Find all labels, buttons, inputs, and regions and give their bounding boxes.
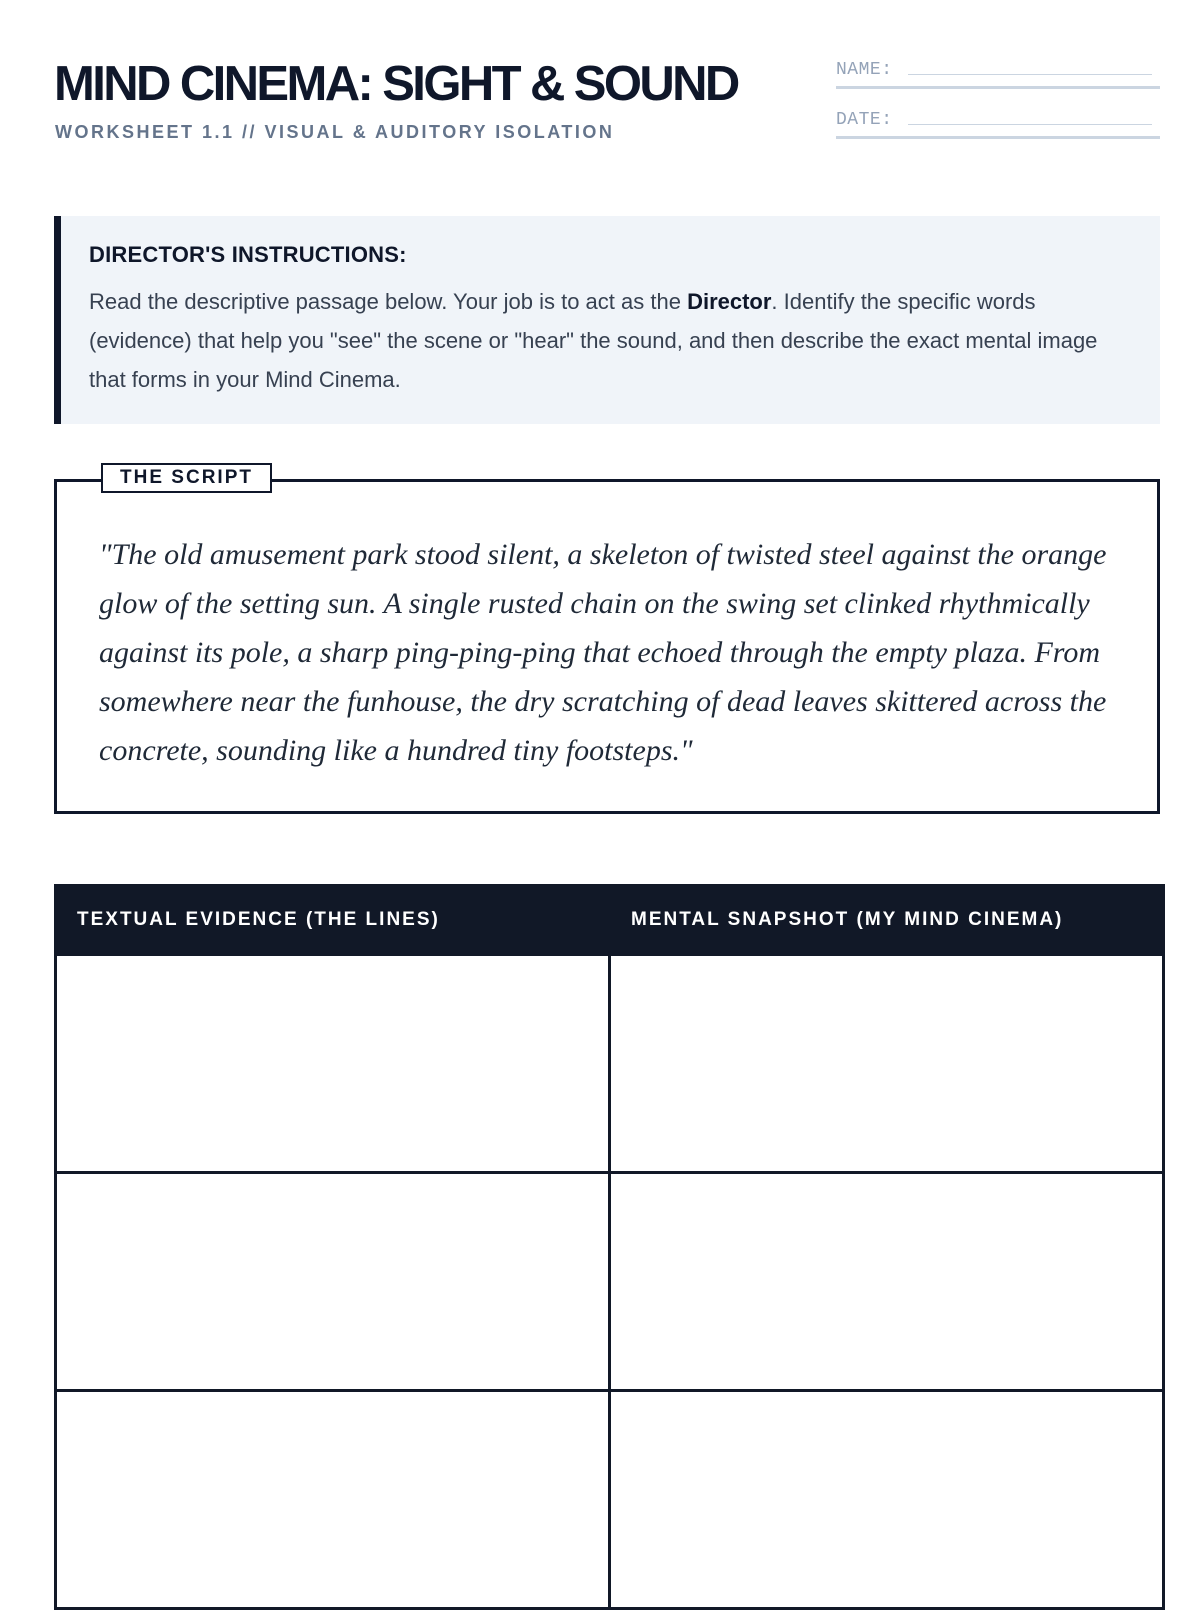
evidence-table bbox=[54, 884, 1165, 1610]
script-passage: "The old amusement park stood silent, a skeleton of twisted steel against the orange glow of the setting sun. A single rusted chain on the swing set clinked rhythmically against its pole, a sharp ping-ping-ping that echoed through the empty plaza. From somewhere near the funhouse, the dry scratching of dead leaves skittered across the concrete, sounding like a hundred tiny footsteps." bbox=[99, 538, 1107, 767]
instructions-bold-word: Director bbox=[687, 289, 772, 314]
script-box bbox=[54, 467, 1160, 814]
instructions-heading: DIRECTOR'S INSTRUCTIONS: bbox=[89, 242, 407, 267]
table-row bbox=[56, 955, 1164, 1173]
date-label: DATE: bbox=[836, 110, 893, 130]
script-tag: THE SCRIPT bbox=[101, 463, 272, 493]
instructions-text-end: . Identify the specific words (evidence) that help you "see" the scene or "hear" the sound, and then describe the exact mental image that forms in your Mind Cinema. bbox=[89, 289, 1098, 392]
instructions-text-start: Read the descriptive passage below. Your job is to act as the bbox=[89, 289, 688, 314]
table-header-row bbox=[56, 886, 1164, 955]
name-write-line[interactable] bbox=[908, 74, 1152, 75]
snapshot-cell[interactable] bbox=[610, 955, 1164, 1173]
name-field[interactable] bbox=[836, 60, 1160, 89]
header-mental-snapshot: MENTAL SNAPSHOT (MY MIND CINEMA) bbox=[610, 886, 1164, 955]
instructions-text bbox=[89, 282, 1130, 399]
name-label: NAME: bbox=[836, 60, 893, 80]
date-write-line[interactable] bbox=[908, 124, 1152, 125]
worksheet-title: MIND CINEMA: SIGHT & SOUND bbox=[54, 57, 738, 111]
date-field[interactable] bbox=[836, 110, 1160, 139]
evidence-cell[interactable] bbox=[56, 955, 610, 1173]
evidence-cell[interactable] bbox=[56, 1173, 610, 1391]
table-row bbox=[56, 1391, 1164, 1609]
table-row bbox=[56, 1173, 1164, 1391]
snapshot-cell[interactable] bbox=[610, 1391, 1164, 1609]
evidence-cell[interactable] bbox=[56, 1391, 610, 1609]
worksheet-subtitle: WORKSHEET 1.1 // VISUAL & AUDITORY ISOLATION bbox=[55, 122, 615, 142]
instructions-panel bbox=[54, 216, 1160, 424]
snapshot-cell[interactable] bbox=[610, 1173, 1164, 1391]
header-textual-evidence: TEXTUAL EVIDENCE (THE LINES) bbox=[56, 886, 610, 955]
